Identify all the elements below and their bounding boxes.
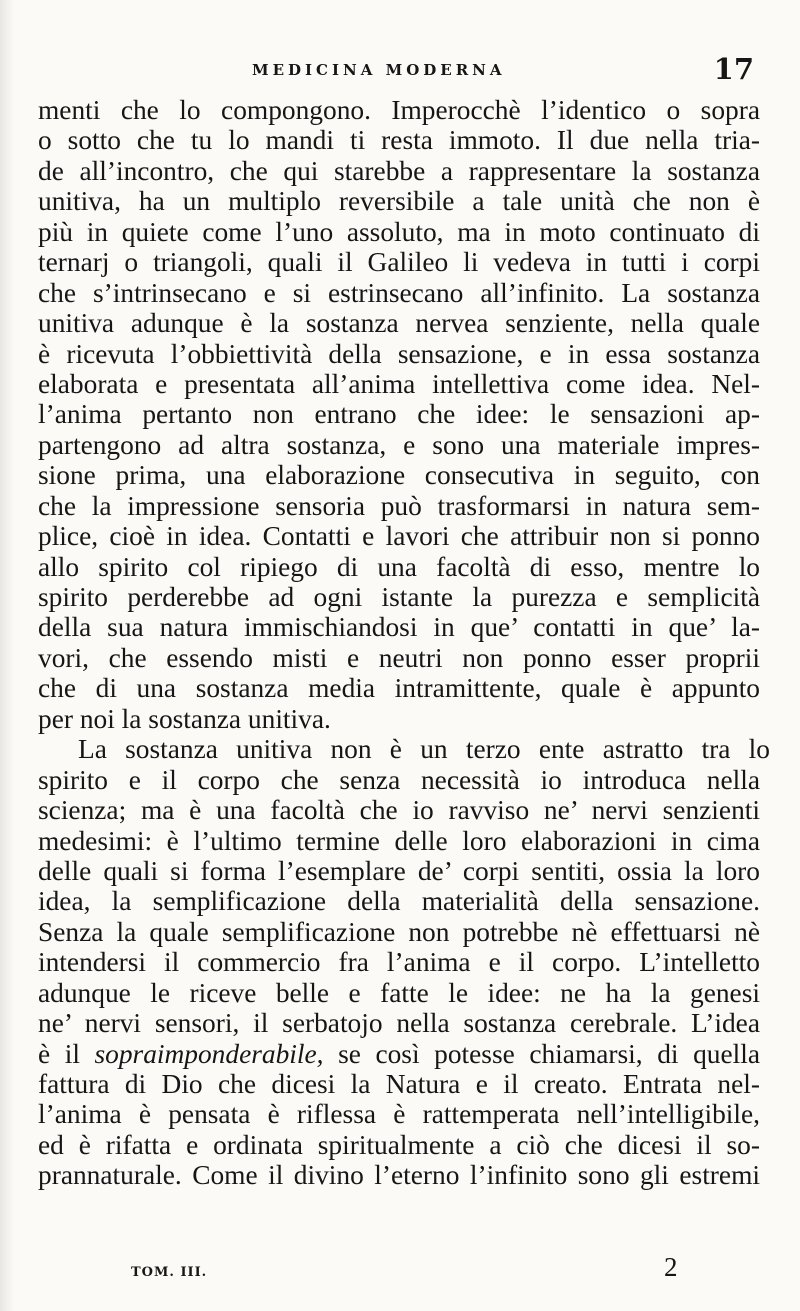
text-line: allo spirito col ripiego di una facoltà di esso, mentre lo (38, 551, 760, 582)
text-line: unitiva adunque è la sostanza nervea senziente, nella quale (38, 308, 760, 339)
text-line: è ricevuta l’obbiettività della sensazione, e in essa sostanza (38, 338, 760, 369)
text-fragment: è il (38, 1038, 95, 1069)
text-line: l’anima è pensata è riflessa è rattemperata nell’intelligibile, (38, 1099, 760, 1130)
text-line: spirito e il corpo che senza necessità io introduca nella (38, 764, 760, 795)
page-number: 17 (713, 52, 754, 86)
binding-shadow (0, 0, 14, 1311)
text-line: plice, cioè in idea. Contatti e lavori che attribuir non si ponno (38, 521, 760, 552)
text-line: della sua natura immischiandosi in que’ contatti in que’ la- (38, 612, 760, 643)
text-line: che la impressione sensoria può trasformarsi in natura sem- (38, 490, 760, 521)
running-title: MEDICINA MODERNA (252, 61, 506, 79)
paragraph-last-line: per noi la sostanza unitiva. (38, 703, 331, 734)
body-text (38, 95, 770, 1245)
text-fragment: se così potesse chiamarsi, di quella (323, 1038, 760, 1069)
text-line: che s’intrinsecano e si estrinsecano all’infinito. La sostanza (38, 277, 760, 308)
text-line: spirito perderebbe ad ogni istante la purezza e semplicità (38, 582, 760, 612)
text-line: medesimi: è l’ultimo termine delle loro elaborazioni in cima (38, 825, 760, 856)
text-line: delle quali si forma l’esemplare de’ corpi sentiti, ossia la loro (38, 855, 760, 886)
text-line: de all’incontro, che qui starebbe a rappresentare la sostanza (38, 155, 760, 186)
text-line: unitiva, ha un multiplo reversibile a tale unità che non è (38, 186, 760, 217)
text-line: adunque le riceve belle e fatte le idee: ne ha la genesi (38, 977, 760, 1008)
text-line: vori, che essendo misti e neutri non ponno esser proprii (38, 642, 760, 673)
text-line: menti che lo compongono. Imperocchè l’identico o sopra (38, 95, 760, 125)
text-line: Senza la quale semplificazione non potrebbe nè effettuarsi nè (38, 916, 760, 947)
signature-mark: TOM. III. (131, 1265, 208, 1280)
text-line: elaborata e presentata all’anima intellettiva come idea. Nel- (38, 368, 760, 399)
text-line: scienza; ma è una facoltà che io ravviso ne’ nervi senzienti (38, 795, 760, 826)
paragraph-first-line: La sostanza unitiva non è un terzo ente astratto tra lo (78, 734, 770, 765)
text-line: ne’ nervi sensori, il serbatojo nella sostanza cerebrale. L’idea (38, 1008, 760, 1039)
text-line: fattura di Dio che dicesi la Natura e il creato. Entrata nel- (38, 1069, 760, 1099)
text-line: più in quiete come l’uno assoluto, ma in moto continuato di (38, 216, 760, 247)
italic-term: sopraimponderabile, (94, 1038, 324, 1069)
text-line: ternarj o triangoli, quali il Galileo li vedeva in tutti i corpi (38, 247, 760, 278)
text-line: prannaturale. Come il divino l’eterno l’infinito sono gli estremi (38, 1160, 760, 1191)
text-line-with-italic (38, 1039, 760, 1069)
sheet-number: 2 (664, 1252, 678, 1282)
text-line: intendersi il commercio fra l’anima e il corpo. L’intelletto (38, 947, 760, 978)
text-line: idea, la semplificazione della materialità della sensazione. (38, 886, 760, 917)
text-line: l’anima pertanto non entrano che idee: le sensazioni ap- (38, 399, 760, 430)
text-line: o sotto che tu lo mandi ti resta immoto. Il due nella tria- (38, 125, 760, 156)
text-line: partengono ad altra sostanza, e sono una materiale impres- (38, 429, 760, 460)
text-line: sione prima, una elaborazione consecutiva in seguito, con (38, 460, 760, 491)
text-line: che di una sostanza media intramittente, quale è appunto (38, 673, 760, 704)
text-line: ed è rifatta e ordinata spiritualmente a ciò che dicesi il so- (38, 1129, 760, 1160)
